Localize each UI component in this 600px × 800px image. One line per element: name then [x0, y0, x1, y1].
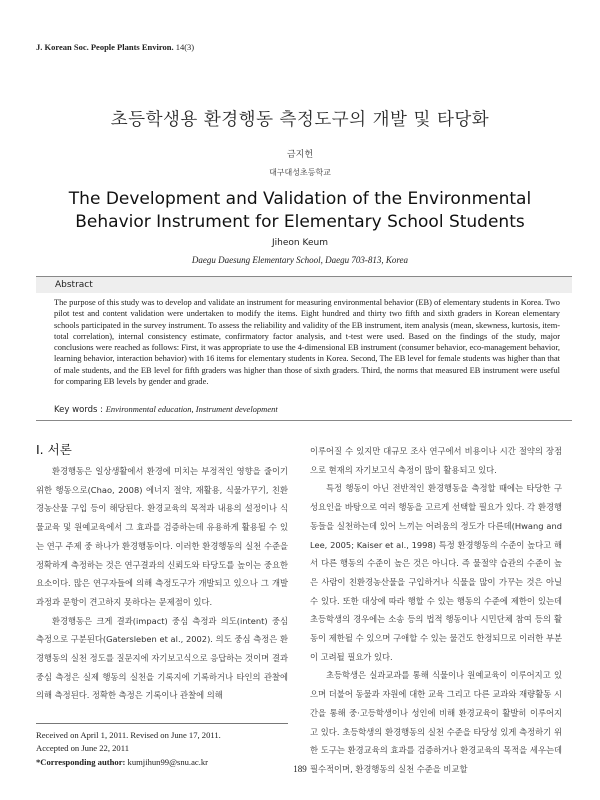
- abstract-heading: Abstract: [36, 277, 572, 293]
- body-paragraph: 환경행동은 일상생활에서 환경에 미치는 부정적인 영향을 줄이기 위한 행동으로(Chao, 2008) 에너지 절약, 재활용, 식물가꾸기, 친환경농산물 구입 등이 해당된다. 환경교육의 목적과 내용의 설정이나 식물교육 및 원예교육에서 그 효과를 검증하는데 유용하게 활용될 수 있는 연구 주제 중 하나가 환경행동이다. 이러한 환경행동의 실천 수준을 정확하게 측정하는 것은 연구결과의 신뢰도와 타당도를 높이는 중요한 요소이다. 많은 연구자들에 의해 측정도구가 개발되고 있으나 그 개발과정과 문항이 견고하지 못하다는 문제점이 있다.: [36, 466, 288, 607]
- body-paragraph: 특정 행동이 아닌 전반적인 환경행동을 측정할 때에는 타당한 구성요인을 바탕으로 여러 행동을 고르게 선택할 필요가 있다. 각 환경행동들을 실천하는데 있어 느끼는 어려움의 정도가 다른데(Hwang and Lee, 2005; Kaiser et al., 1998) 특정 환경행동의 수준이 높다고 해서 다른 행동의 수준이 높은 것은 아니다. 즉 물절약 습관의 수준이 높은 사람이 친환경농산물을 구입하거나 식물을 많이 가꾸는 것은 아닐 수 있다. 또한 대상에 따라 행할 수 있는 행동의 수준에 제한이 있는데 초등학생의 경우에는 소송 등의 법적 행동이나 시민단체 참여 등의 활동이 제한될 수 있으며 구애할 수 있는 물건도 한정되므로 이러한 부분이 고려될 필요가 있다.: [310, 483, 562, 662]
- english-affiliation: Daegu Daesung Elementary School, Daegu 703-813, Korea: [191, 255, 409, 265]
- keywords: [54, 404, 278, 415]
- abstract-text: The purpose of this study was to develop and validate an instrument for measuring environmental behavior (EB) of elementary students in Korea. Two pilot test and content validation were undertaken to modify the items. Eight hundred and thirty two fifth and sixth graders in Korean elementary schools participated in the survey instrument. To assess the reliability and validity of the EB instrument, item analysis (mean, skewness, kurtosis, item-total correlation), internal consistency estimate, confirmatory factor analysis, and t-test were used. Based on the findings of the study, major conclusions were reached as follows: First, it was appropriate to use the 4-dimensional EB instrument (consumer behavior, eco-management behavior, learning behavior, interaction behavior) with 16 items for elementary students in Korea. Second, The EB level for female students was higher than that of male students, and the EB level for fifth graders was higher than those of sixth graders. Third, the norms that measured EB instrument were useful for comparing EB levels by gender and grade.: [54, 298, 560, 387]
- footnote-divider: [36, 723, 288, 724]
- keywords-label: Key words :: [54, 405, 103, 415]
- section-heading: Ⅰ. 서론: [36, 442, 72, 457]
- accepted-date: Accepted on June 22, 2011: [36, 743, 129, 754]
- english-author: Jiheon Keum: [272, 238, 328, 248]
- abstract-section: [36, 276, 572, 387]
- received-date: Received on April 1, 2011. Revised on June 17, 2011.: [36, 730, 221, 740]
- body-paragraph: 초등학생은 실과교과를 통해 식물이나 원예교육이 이루어지고 있으며 더불어 동물과 자원에 대한 교육 그리고 다른 교과와 재량활동 시간을 통해 중·고등학생이나 성인에 비해 환경교육이 활발히 이루어지고 있다. 초등학생의 환경행동의 실천 수준을 타당성 있게 측정하기 위한 도구는 환경교육의 효과를 검증하거나 환경교육의 목적을 세우는데 필수적이며, 환경행동의 실천 수준을 비교할: [310, 670, 562, 774]
- korean-author: 금지헌: [286, 150, 314, 160]
- journal-name: J. Korean Soc. People Plants Environ.: [36, 42, 174, 52]
- corresponding-label: *Corresponding author:: [36, 756, 126, 767]
- keywords-value: Environmental education, Instrument development: [105, 404, 278, 414]
- right-column: [310, 442, 562, 779]
- page-number: 189: [293, 764, 307, 774]
- journal-citation: [36, 42, 194, 52]
- english-title: The Development and Validation of the Environmental Behavior Instrument for Elementary School Students: [68, 189, 532, 232]
- keywords-divider: [36, 420, 572, 421]
- korean-affiliation: 대구대성초등학교: [269, 168, 331, 177]
- korean-title: 초등학생용 환경행동 측정도구의 개발 및 타당화: [110, 110, 490, 130]
- corresponding-email[interactable]: kumjihun99@snu.ac.kr: [127, 756, 209, 767]
- body-paragraph: 환경행동은 크게 결과(impact) 중심 측정과 의도(intent) 중심 측정으로 구분된다(Gatersleben et al., 2002). 의도 중심 측정은 환경행동의 실천 정도를 질문지에 자기보고식으로 응답하는 것이며 결과 중심 측정은 실제 행동의 실천을 기록지에 기록하거나 타인의 관찰에 의해 측정된다. 정확한 측정은 기록이나 관찰에 의해: [36, 615, 288, 701]
- journal-volume: 14(3): [175, 42, 195, 52]
- body-paragraph: 이루어질 수 있지만 대규모 조사 연구에서 비용이나 시간 절약의 장점으로 현재의 자기보고식 측정이 많이 활용되고 있다.: [310, 446, 562, 475]
- left-column: [36, 462, 288, 705]
